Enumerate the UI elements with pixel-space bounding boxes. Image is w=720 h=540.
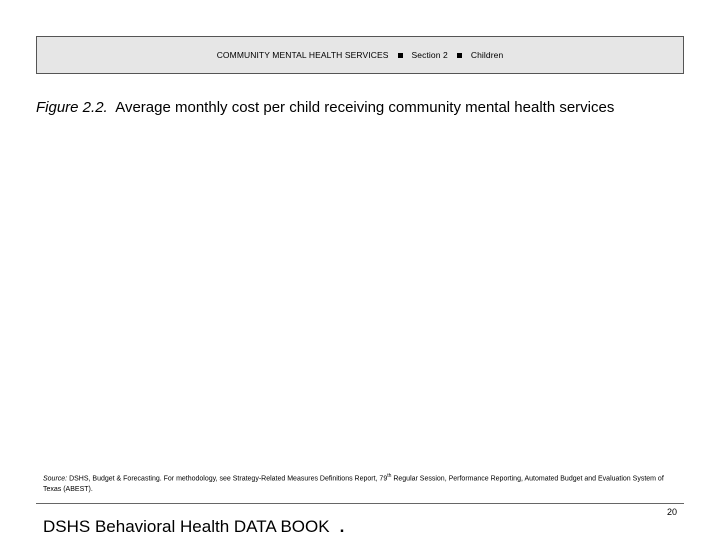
page-number: 20 [666, 507, 677, 517]
square-bullet-icon [398, 53, 403, 58]
book-title-mark: . [339, 517, 345, 536]
section-header-bar [36, 36, 684, 74]
figure-title [36, 98, 676, 118]
source-superscript: th [387, 473, 392, 479]
header-section-name: COMMUNITY MENTAL HEALTH SERVICES [216, 50, 389, 60]
header-section-number: Section 2 [411, 50, 448, 60]
header-section-topic: Children [470, 50, 504, 60]
source-label: Source: [43, 475, 68, 483]
source-text-part1: DSHS, Budget & Forecasting. For methodology, see Strategy-Related Measures Definitions Report, 79 [69, 475, 388, 483]
footer-divider [36, 503, 684, 504]
square-bullet-icon [457, 53, 462, 58]
book-title-text: DSHS Behavioral Health DATA BOOK [43, 517, 330, 536]
figure-number: Figure 2.2. [36, 99, 108, 116]
book-title [43, 517, 344, 537]
source-text-part2: Regular Session, Performance Reporting, Automated Budget and Evaluation System of Texas (ABEST). [43, 475, 664, 494]
source-note [43, 471, 683, 495]
figure-caption: Average monthly cost per child receiving community mental health services [115, 99, 615, 116]
